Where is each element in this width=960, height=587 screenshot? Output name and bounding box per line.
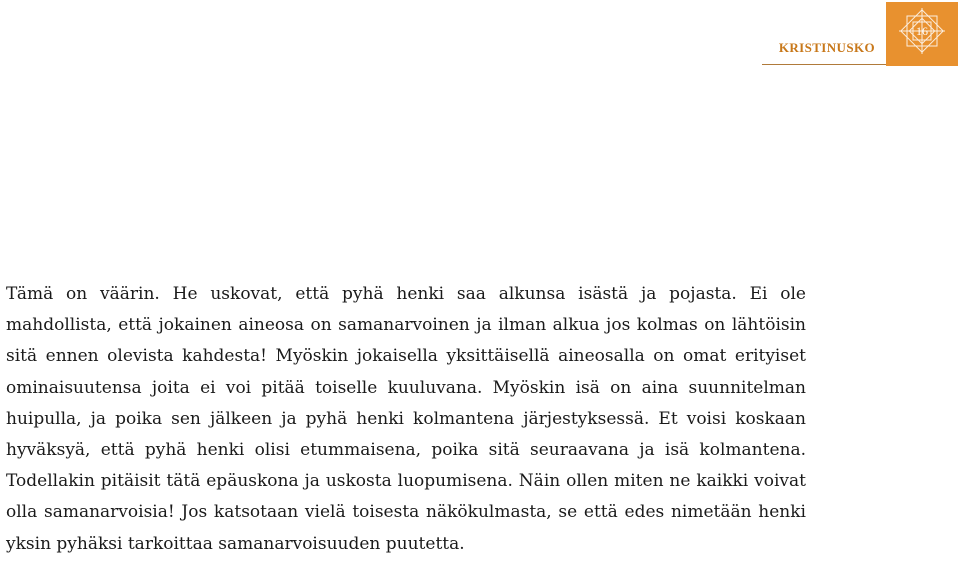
page-number-badge — [886, 2, 958, 66]
header-divider — [762, 64, 886, 65]
running-header-title: KRISTINUSKO — [778, 40, 875, 55]
page-number: 16 — [916, 24, 928, 38]
body-paragraph: Tämä on väärin. He uskovat, että pyhä henki saa alkunsa isästä ja pojasta. Ei ole mahdollista, että jokainen aineosa on samanarvoinen ja ilman alkua jos kolmas on lähtöisin sitä ennen olevista kahdesta! Myöskin jokaisella yksittäisellä aineosalla on omat erityiset ominaisuutensa joita ei voi pitää toiselle kuuluvana. Myöskin isä on aina suunnitelman huipulla, ja poika sen jälkeen ja pyhä henki kolmantena järjestyksessä. Et voisi koskaan hyväksyä, että pyhä henki olisi etummaisena, poika sitä seuraavana ja isä kolmantena. Todellakin pitäisit tätä epäuskona ja uskosta luopumisena. Näin ollen miten ne kaikki voivat olla samanarvoisia! Jos katsotaan vielä toisesta näkökulmasta, se että edes nimetään henki yksin pyhäksi tarkoittaa samanarvoisuuden puutetta. — [6, 284, 806, 554]
